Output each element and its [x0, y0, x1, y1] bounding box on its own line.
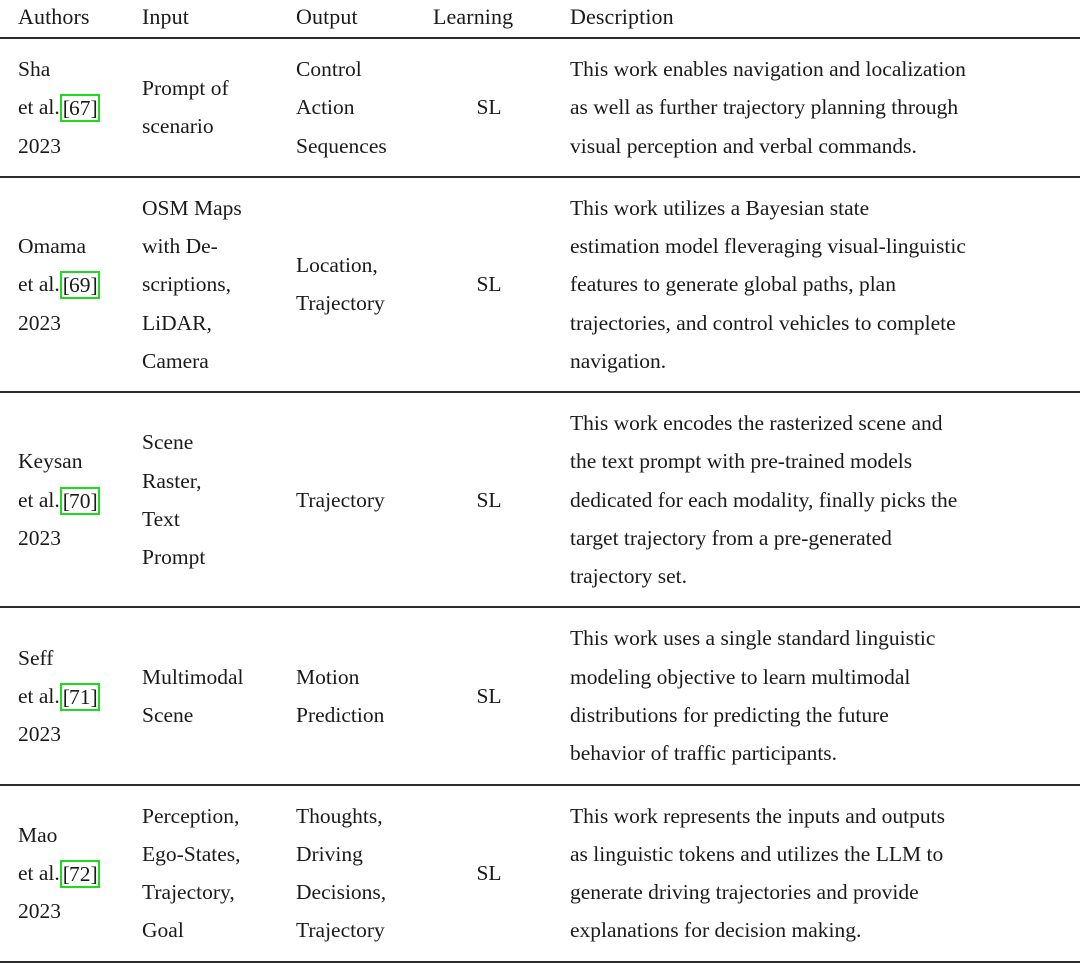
cell-input-line: scriptions,: [142, 272, 231, 297]
cell-input-line: OSM Maps: [142, 195, 242, 220]
cell-input-line: Prompt of: [142, 76, 229, 101]
citation-number: 71: [68, 684, 91, 709]
citation-number: 72: [68, 861, 91, 886]
cell-description-line: This work enables navigation and localization: [570, 57, 966, 81]
cell-description-line: This work encodes the rasterized scene and: [570, 411, 943, 436]
cell-description: [545, 177, 1080, 392]
bracket-open: [: [62, 488, 69, 513]
bracket-close: ]: [90, 488, 97, 513]
author-year: 2023: [18, 899, 61, 924]
cell-output-line: Motion: [296, 664, 360, 689]
cell-output-line: Trajectory: [296, 487, 385, 512]
cell-output-line: Location,: [296, 253, 378, 278]
cell-input-line: Multimodal: [142, 664, 244, 689]
author-etal-citation: [18, 677, 118, 715]
cell-description-line: modeling objective to learn multimodal: [570, 664, 911, 689]
cell-description: [545, 785, 1080, 962]
citation-highlight-box[interactable]: [60, 860, 100, 888]
author-etal-citation: [18, 854, 118, 892]
cell-description: [545, 38, 1080, 177]
author-etal-citation: [18, 481, 118, 519]
cell-input-line: Text: [142, 506, 180, 531]
bracket-open: [: [62, 861, 69, 886]
bracket-open: [: [62, 96, 69, 121]
cell-input-line: Ego-States,: [142, 841, 241, 866]
citation-number: 67: [68, 96, 91, 121]
cell-output-line: Control: [296, 57, 362, 81]
cell-input: [122, 607, 280, 784]
author-name: Omama: [18, 234, 87, 259]
author-name: Seff: [18, 645, 54, 670]
cell-description-line: behavior of traffic participants.: [570, 741, 838, 766]
cell-input-line: LiDAR,: [142, 310, 212, 335]
author-year: 2023: [18, 133, 61, 158]
citation-highlight-box[interactable]: [60, 683, 100, 711]
cell-description-line: This work uses a single standard linguistic: [570, 626, 936, 651]
cell-output-line: Action: [296, 95, 355, 120]
cell-description-line: estimation model fleveraging visual-linguistic: [570, 234, 966, 259]
cell-description-line: the text prompt with pre-trained models: [570, 449, 913, 474]
table-row: [0, 392, 1080, 607]
cell-learning: SL: [433, 392, 545, 607]
cell-input: [122, 392, 280, 607]
cell-input-line: Prompt: [142, 545, 206, 570]
cell-description-line: trajectory set.: [570, 564, 688, 589]
cell-output-line: Trajectory: [296, 291, 385, 316]
cell-learning: SL: [433, 38, 545, 177]
bracket-close: ]: [90, 273, 97, 298]
cell-input-line: Scene: [142, 430, 194, 455]
author-name: Mao: [18, 822, 58, 847]
cell-output-line: Sequences: [296, 133, 387, 158]
cell-authors: [0, 785, 122, 962]
cell-description-line: as well as further trajectory planning through: [570, 95, 959, 120]
cell-description-line: distributions for predicting the future: [570, 702, 889, 727]
bracket-close: ]: [90, 684, 97, 709]
cell-description: [545, 607, 1080, 784]
cell-authors: [0, 392, 122, 607]
table-row: [0, 607, 1080, 784]
column-header-output: Output: [280, 0, 433, 38]
author-name: Keysan: [18, 449, 83, 474]
cell-output-line: Prediction: [296, 702, 385, 727]
cell-description-line: This work represents the inputs and outputs: [570, 803, 946, 828]
bracket-close: ]: [90, 96, 97, 121]
cell-output: [280, 177, 433, 392]
column-header-authors: Authors: [0, 0, 122, 38]
cell-description: [545, 392, 1080, 607]
bracket-open: [: [62, 684, 69, 709]
citation-highlight-box[interactable]: [60, 271, 100, 299]
table-row: [0, 38, 1080, 177]
cell-authors: [0, 177, 122, 392]
cell-input-line: Camera: [142, 348, 209, 373]
cell-input: [122, 177, 280, 392]
cell-input: [122, 38, 280, 177]
cell-description-line: navigation.: [570, 348, 667, 373]
citation-number: 69: [68, 273, 91, 298]
cell-authors: [0, 38, 122, 177]
cell-description-line: features to generate global paths, plan: [570, 272, 896, 297]
author-name: Sha: [18, 57, 51, 81]
cell-learning: SL: [433, 177, 545, 392]
author-etal: et al.: [18, 860, 60, 885]
citation-number: 70: [68, 488, 91, 513]
author-year: 2023: [18, 722, 61, 747]
cell-description-line: visual perception and verbal commands.: [570, 133, 917, 158]
cell-description-line: as linguistic tokens and utilizes the LLM to: [570, 841, 944, 866]
cell-output: [280, 38, 433, 177]
bracket-open: [: [62, 273, 69, 298]
author-etal: et al.: [18, 683, 60, 708]
author-etal: et al.: [18, 272, 60, 297]
cell-input-line: Raster,: [142, 468, 202, 493]
table-header: [0, 0, 1080, 38]
table-row: [0, 785, 1080, 962]
cell-description-line: generate driving trajectories and provide: [570, 880, 919, 905]
column-header-description: Description: [545, 0, 1080, 38]
cell-input-line: with De-: [142, 234, 218, 259]
cell-input-line: Scene: [142, 702, 194, 727]
cell-authors: [0, 607, 122, 784]
cell-input: [122, 785, 280, 962]
cell-output: [280, 785, 433, 962]
cell-output: [280, 392, 433, 607]
table-row: [0, 177, 1080, 392]
author-etal-citation: [18, 88, 118, 126]
cell-output-line: Decisions,: [296, 880, 387, 905]
author-etal-citation: [18, 265, 118, 303]
author-year: 2023: [18, 525, 61, 550]
cell-output-line: Thoughts,: [296, 803, 383, 828]
citation-highlight-box[interactable]: [60, 94, 100, 122]
citation-highlight-box[interactable]: [60, 487, 100, 515]
bracket-close: ]: [90, 861, 97, 886]
table-body: [0, 38, 1080, 962]
cell-output-line: Driving: [296, 841, 363, 866]
cell-learning: SL: [433, 607, 545, 784]
cell-output-line: Trajectory: [296, 918, 385, 943]
cell-description-line: target trajectory from a pre-generated: [570, 525, 892, 550]
column-header-learning: Learning: [433, 0, 545, 38]
cell-description-line: This work utilizes a Bayesian state: [570, 195, 870, 220]
cell-input-line: Trajectory,: [142, 880, 235, 905]
cell-input-line: Goal: [142, 918, 184, 943]
cell-description-line: trajectories, and control vehicles to complete: [570, 310, 956, 335]
cell-learning: SL: [433, 785, 545, 962]
author-etal: et al.: [18, 487, 60, 512]
cell-description-line: dedicated for each modality, finally picks the: [570, 487, 958, 512]
cell-input-line: scenario: [142, 114, 214, 139]
author-year: 2023: [18, 310, 61, 335]
column-header-input: Input: [122, 0, 280, 38]
cell-output: [280, 607, 433, 784]
author-etal: et al.: [18, 95, 60, 120]
cell-description-line: explanations for decision making.: [570, 918, 862, 943]
cell-input-line: Perception,: [142, 803, 240, 828]
header-row: [0, 0, 1080, 38]
